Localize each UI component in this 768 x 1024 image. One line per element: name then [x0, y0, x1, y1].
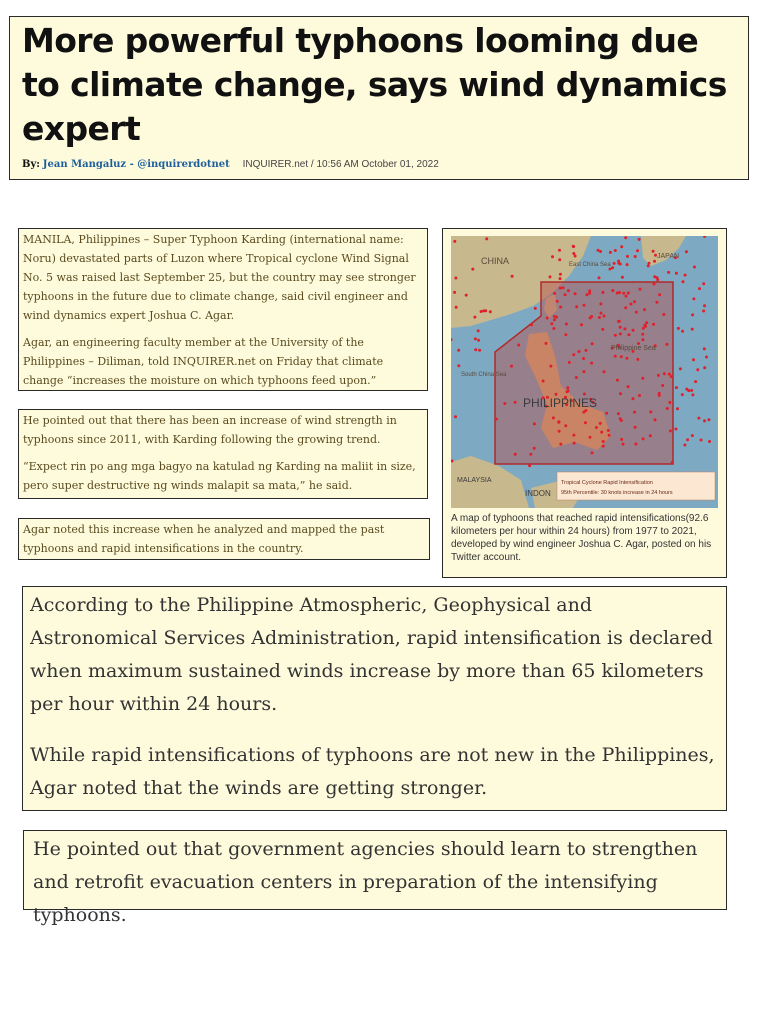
map-label-east-china-sea: East China Sea — [569, 262, 611, 268]
typhoon-point — [703, 304, 706, 307]
typhoon-point — [599, 302, 602, 305]
map-label-indonesia: INDON — [525, 489, 551, 498]
typhoon-point — [552, 327, 555, 330]
typhoon-point — [533, 422, 536, 425]
typhoon-point — [559, 306, 562, 309]
typhoon-point — [599, 250, 602, 253]
typhoon-point — [529, 453, 532, 456]
typhoon-point — [661, 384, 664, 387]
typhoon-point — [564, 424, 567, 427]
typhoon-point — [653, 260, 656, 263]
typhoon-point — [669, 429, 672, 432]
typhoon-point — [559, 273, 562, 276]
typhoon-point — [549, 275, 552, 278]
typhoon-point — [682, 280, 685, 283]
typhoon-point — [692, 358, 695, 361]
typhoon-point — [575, 376, 578, 379]
byline — [22, 159, 736, 170]
typhoon-point — [619, 417, 622, 420]
typhoon-point — [591, 451, 594, 454]
typhoon-point — [574, 292, 577, 295]
typhoon-point — [627, 292, 630, 295]
map-label-philippines: PHILIPPINES — [523, 396, 598, 410]
typhoon-point — [551, 255, 554, 258]
typhoon-point — [590, 315, 593, 318]
typhoon-point — [473, 316, 476, 319]
typhoon-point — [641, 333, 644, 336]
typhoon-point — [684, 274, 687, 277]
typhoon-point — [633, 300, 636, 303]
typhoon-point — [619, 326, 622, 329]
typhoon-point — [585, 293, 588, 296]
typhoon-point — [558, 258, 561, 261]
typhoon-point — [585, 349, 588, 352]
typhoon-point — [705, 356, 708, 359]
typhoon-point — [652, 250, 655, 253]
typhoon-point — [617, 412, 620, 415]
typhoon-point — [598, 316, 601, 319]
typhoon-point — [564, 293, 567, 296]
typhoon-point — [694, 380, 697, 383]
typhoon-point — [558, 249, 561, 252]
typhoon-point — [636, 249, 639, 252]
typhoon-point — [564, 333, 567, 336]
typhoon-point — [607, 429, 610, 432]
typhoon-point — [647, 264, 650, 267]
typhoon-point — [634, 255, 637, 258]
typhoon-point — [572, 434, 575, 437]
typhoon-point — [666, 407, 669, 410]
typhoon-point — [557, 421, 560, 424]
typhoon-point — [625, 295, 628, 298]
typhoon-point — [477, 329, 480, 332]
typhoon-point — [603, 315, 606, 318]
typhoon-point — [572, 245, 575, 248]
typhoon-map-image — [451, 236, 718, 508]
typhoon-point — [677, 327, 680, 330]
article-header — [9, 16, 749, 180]
typhoon-point — [653, 275, 656, 278]
typhoon-point — [707, 418, 710, 421]
typhoon-point — [655, 301, 658, 304]
typhoon-point — [681, 393, 684, 396]
typhoon-point — [649, 410, 652, 413]
typhoon-point — [600, 431, 603, 434]
typhoon-point — [691, 393, 694, 396]
typhoon-point — [477, 339, 480, 342]
typhoon-point — [641, 338, 644, 341]
typhoon-point — [696, 368, 699, 371]
typhoon-point — [559, 287, 562, 290]
typhoon-point — [679, 367, 682, 370]
typhoon-point — [627, 385, 630, 388]
typhoon-point — [681, 330, 684, 333]
typhoon-point — [550, 322, 553, 325]
typhoon-point — [702, 282, 705, 285]
typhoon-point — [675, 386, 678, 389]
typhoon-point — [619, 332, 622, 335]
paragraph: While rapid intensifications of typhoons are not new in the Philippines, Agar noted that the winds are getting stronger. — [30, 744, 715, 799]
typhoon-point — [609, 251, 612, 254]
typhoon-point — [489, 310, 492, 313]
typhoon-point — [668, 401, 671, 404]
text-box-recommendation — [23, 830, 727, 926]
typhoon-point — [517, 344, 520, 347]
typhoon-point — [614, 249, 617, 252]
typhoon-point — [484, 309, 487, 312]
typhoon-point — [559, 443, 562, 446]
typhoon-point — [471, 268, 474, 271]
typhoon-point — [632, 397, 635, 400]
typhoon-point — [620, 245, 623, 248]
paragraph: He pointed out that government agencies should learn to strengthen and retrofit evacuation centers in preparation of the intensifying typhoons. — [33, 838, 698, 926]
typhoon-point — [454, 415, 457, 418]
typhoon-point — [534, 307, 537, 310]
typhoon-point — [638, 238, 641, 241]
typhoon-point — [632, 329, 635, 332]
typhoon-point — [639, 288, 642, 291]
typhoon-point — [601, 291, 604, 294]
typhoon-point — [698, 287, 701, 290]
typhoon-point — [454, 277, 457, 280]
typhoon-point — [572, 252, 575, 255]
map-label-japan: JAPAN — [657, 253, 680, 260]
typhoon-point — [618, 320, 621, 323]
typhoon-point — [542, 380, 545, 383]
typhoon-point — [668, 373, 671, 376]
typhoon-point — [619, 392, 622, 395]
typhoon-point — [474, 337, 477, 340]
typhoon-point — [514, 453, 517, 456]
typhoon-point — [642, 437, 645, 440]
paragraph: Agar noted this increase when he analyzed and mapped the past typhoons and rapid intensifications in the country. — [23, 523, 385, 555]
typhoon-point — [654, 418, 657, 421]
paragraph: MANILA, Philippines – Super Typhoon Karding (international name: Noru) devastated parts of Luzon where Tropical cyclone Wind Signal No. 5 was raised last September 25, but the country may see stronger typhoons in the future due to climate change, said civil engineer and wind dynamics expert Joshua C. Agar. — [23, 233, 416, 322]
typhoon-point — [457, 349, 460, 352]
typhoon-point — [693, 266, 696, 269]
typhoon-point — [580, 323, 583, 326]
text-box-wind-strength — [18, 409, 428, 499]
typhoon-point — [671, 461, 674, 464]
typhoon-point — [658, 293, 661, 296]
typhoon-point — [480, 310, 483, 313]
typhoon-point — [582, 370, 585, 373]
typhoon-point — [663, 372, 666, 375]
typhoon-point — [605, 412, 608, 415]
typhoon-point — [616, 292, 619, 295]
paragraph: Agar, an engineering faculty member at the University of the Philippines – Diliman, told INQUIRER.net on Friday that climate change “increases the moisture on which typhoons feed upon.” — [23, 336, 384, 387]
typhoon-point — [558, 430, 561, 433]
typhoon-point — [685, 388, 688, 391]
map-label-south-china-sea: South China Sea — [461, 372, 507, 378]
typhoon-point — [657, 374, 660, 377]
typhoon-point — [614, 355, 617, 358]
typhoon-point — [708, 440, 711, 443]
text-box-intro — [18, 228, 428, 391]
map-label-china: CHINA — [481, 256, 510, 266]
headline: More powerful typhoons looming due to climate change, says wind dynamics expert — [22, 21, 727, 148]
typhoon-point — [602, 445, 605, 448]
legend-title: Tropical Cyclone Rapid Intensification — [561, 480, 653, 486]
typhoon-point — [613, 262, 616, 265]
typhoon-point — [621, 276, 624, 279]
map-label-philippine-sea: Philippine Sea — [611, 345, 656, 352]
typhoon-point — [457, 364, 460, 367]
typhoon-point — [614, 334, 617, 337]
typhoon-point — [595, 426, 598, 429]
typhoon-point — [656, 278, 659, 281]
typhoon-point — [626, 263, 629, 266]
typhoon-point — [533, 447, 536, 450]
typhoon-point — [635, 311, 638, 314]
typhoon-point — [453, 240, 456, 243]
typhoon-point — [553, 318, 556, 321]
typhoon-point — [675, 272, 678, 275]
typhoon-point — [685, 250, 688, 253]
typhoon-point — [691, 313, 694, 316]
author-link[interactable]: Jean Mangaluz - @inquirerdotnet — [42, 159, 230, 170]
map-caption: A map of typhoons that reached rapid intensifications(92.6 kilometers per hour within 24 hours) from 1977 to 2021, developed by wind engineer Joshua C. Agar, posted on his Twitter account. — [451, 513, 712, 563]
typhoon-point — [552, 416, 555, 419]
typhoon-point — [700, 439, 703, 442]
typhoon-point — [528, 464, 531, 467]
typhoon-point — [636, 358, 639, 361]
typhoon-point — [634, 443, 637, 446]
typhoon-point — [653, 283, 656, 286]
text-box-analysis — [18, 518, 430, 560]
typhoon-point — [583, 304, 586, 307]
typhoon-point — [591, 342, 594, 345]
typhoon-point — [559, 277, 562, 280]
typhoon-point — [485, 237, 488, 240]
typhoon-point — [567, 389, 570, 392]
typhoon-point — [624, 236, 627, 239]
typhoon-point — [600, 312, 603, 315]
typhoon-point — [565, 323, 568, 326]
typhoon-point — [634, 426, 637, 429]
legend-subtitle: 95th Percentile: 30 knots increase in 24 hours — [561, 490, 673, 496]
typhoon-point — [622, 443, 625, 446]
paragraph: According to the Philippine Atmospheric, Geophysical and Astronomical Services Administration, rapid intensification is declared when maximum sustained winds increase by more than 65 kilometers per hour within 24 hours. — [30, 594, 713, 715]
typhoon-point — [453, 291, 456, 294]
typhoon-point — [652, 323, 655, 326]
typhoon-point — [589, 436, 592, 439]
typhoon-point — [611, 266, 614, 269]
typhoon-point — [703, 366, 706, 369]
typhoon-point — [478, 349, 481, 352]
typhoon-point — [553, 315, 556, 318]
typhoon-point — [638, 394, 641, 397]
typhoon-point — [691, 328, 694, 331]
typhoon-point — [603, 370, 606, 373]
typhoon-point — [549, 365, 552, 368]
typhoon-point — [625, 357, 628, 360]
typhoon-point — [510, 365, 513, 368]
typhoon-point — [568, 361, 571, 364]
typhoon-point — [503, 402, 506, 405]
paragraph: He pointed out that there has been an increase of wind strength in typhoons since 2011, with Karding following the growing trend. — [23, 414, 397, 446]
typhoon-point — [648, 262, 651, 265]
typhoon-point — [474, 348, 477, 351]
typhoon-point — [623, 327, 626, 330]
typhoon-point — [556, 300, 559, 303]
typhoon-point — [553, 292, 556, 295]
typhoon-point — [665, 343, 668, 346]
typhoon-point — [692, 297, 695, 300]
typhoon-point — [702, 310, 705, 313]
typhoon-point — [562, 286, 565, 289]
typhoon-point — [667, 271, 670, 274]
typhoon-point — [546, 317, 549, 320]
typhoon-point — [598, 276, 601, 279]
typhoon-point — [620, 438, 623, 441]
typhoon-point — [590, 362, 593, 365]
typhoon-point — [643, 308, 646, 311]
typhoon-point — [567, 289, 570, 292]
typhoon-point — [465, 294, 468, 297]
typhoon-point — [575, 305, 578, 308]
typhoon-point — [582, 357, 585, 360]
typhoon-point — [617, 262, 620, 265]
typhoon-point — [572, 353, 575, 356]
typhoon-point — [599, 422, 602, 425]
typhoon-point — [703, 347, 706, 350]
paragraph: “Expect rin po ang mga bagyo na katulad ng Karding na maliit in size, pero super destructive ng winds malapit sa mata,” he said. — [23, 460, 416, 492]
typhoon-point — [703, 419, 706, 422]
typhoon-point — [608, 434, 611, 437]
typhoon-point — [588, 289, 591, 292]
typhoon-point — [622, 292, 625, 295]
typhoon-point — [616, 379, 619, 382]
typhoon-point — [649, 434, 652, 437]
typhoon-point — [602, 440, 605, 443]
typhoon-point — [611, 289, 614, 292]
map-label-malaysia: MALAYSIA — [457, 477, 492, 484]
typhoon-point — [633, 411, 636, 414]
typhoon-point — [495, 418, 498, 421]
typhoon-point — [624, 306, 627, 309]
typhoon-point — [511, 275, 514, 278]
typhoon-point — [514, 401, 517, 404]
typhoon-point — [683, 444, 686, 447]
typhoon-point — [566, 386, 569, 389]
typhoon-point — [620, 355, 623, 358]
text-box-pagasa-definition — [22, 586, 727, 811]
typhoon-point — [686, 438, 689, 441]
typhoon-point — [455, 306, 458, 309]
map-figure — [442, 228, 727, 578]
typhoon-point — [645, 321, 648, 324]
typhoon-point — [630, 303, 633, 306]
typhoon-point — [691, 434, 694, 437]
typhoon-point — [670, 375, 673, 378]
byline-prefix: By: — [22, 159, 40, 170]
typhoon-point — [627, 333, 630, 336]
typhoon-point — [573, 442, 576, 445]
typhoon-point — [626, 255, 629, 258]
typhoon-point — [697, 417, 700, 420]
typhoon-point — [658, 394, 661, 397]
typhoon-point — [578, 350, 581, 353]
typhoon-point — [584, 421, 587, 424]
typhoon-point — [662, 313, 665, 316]
source-timestamp: INQUIRER.net / 10:56 AM October 01, 2022 — [242, 159, 439, 170]
typhoon-point — [690, 389, 693, 392]
typhoon-point — [676, 407, 679, 410]
typhoon-point — [545, 342, 548, 345]
typhoon-point — [641, 377, 644, 380]
typhoon-point — [530, 323, 533, 326]
typhoon-point — [601, 328, 604, 331]
typhoon-point — [674, 428, 677, 431]
